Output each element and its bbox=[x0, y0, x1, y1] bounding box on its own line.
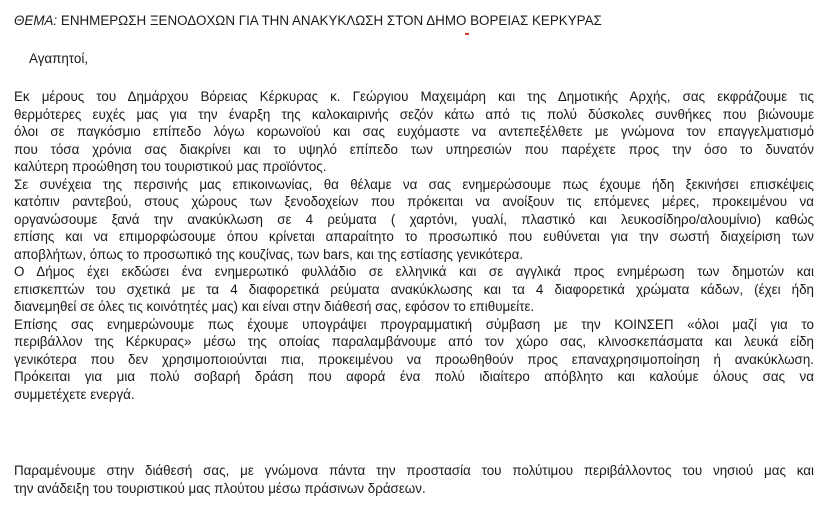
body-line: Επίσης σας ενημερώνουμε πως έχουμε υπογράψει προγραμματική σύμβαση με την ΚΟΙΝΣΕΠ «όλοι μαζί για το bbox=[14, 316, 814, 332]
body-line: επισκεπτών του σχετικά με τα 4 διαφορετικά ρεύματα ανακύκλωσης και τα 4 διαφορετικά χρώματα κάδων, (έχει ήδη bbox=[14, 281, 814, 297]
body-line: Παραμένουμε στην διάθεσή σας, με γνώμονα πάντα την προστασία του πολύτιμου περιβάλλοντος του νησιού μας και bbox=[14, 463, 814, 478]
body-line: Ο Δήμος έχει εκδώσει ένα ενημερωτικό φυλλάδιο σε ελληνικά και σε αγγλικά προς ενημέρωση των δημοτών και bbox=[14, 264, 814, 279]
paragraph-2 bbox=[14, 176, 814, 264]
red-pen-mark bbox=[465, 33, 469, 35]
closing-paragraph bbox=[14, 462, 814, 497]
body-line: επίσης και να επιμορφώσουμε όπου κρίνεται απαραίτητο το προσωπικό που ευθύνεται για την σωστή διαχείριση των bbox=[14, 229, 814, 244]
body-line: διανεμηθεί σε όλες τις κοινότητές μας) και είναι στην διάθεσή σας, εφόσον το επιθυμείτε. bbox=[14, 299, 535, 314]
paragraph-1 bbox=[14, 88, 814, 176]
letter-body bbox=[14, 88, 814, 403]
body-line: οργανώσουμε ξανά την ανακύκλωση σε 4 ρεύματα ( χαρτόνι, γυαλί, πλαστικό και λευκοσίδηρο/αλουμίνιο) καθώς bbox=[14, 211, 814, 227]
body-line: περιβάλλον της Κέρκυρας» μέσω της οποίας παραλαμβάνουμε από τον χώρο σας, κλινοσκεπάσματα και λευκά είδη bbox=[14, 334, 814, 349]
body-line: αποβλήτων, όπως το προσωπικό της κουζίνας, των bars, και της εστίασης γενικότερα. bbox=[14, 246, 524, 262]
body-line: Πρόκειται για μια πολύ σοβαρή δράση που αφορά ένα πολύ ιδιαίτερο απόβλητο και καλούμε όλους σας να bbox=[14, 369, 814, 384]
body-line: που τόσα χρόνια σας διακρίνει και το υψηλό επίπεδο των υπηρεσιών που παρέχετε προς την όσο το δυνατόν bbox=[14, 141, 814, 157]
body-line: κατόπιν ραντεβού, στους χώρους των ξενοδοχείων που πρόκειται να ανοίξουν τις επόμενες μέρες, προκειμένου να bbox=[14, 194, 814, 209]
subject-line bbox=[14, 12, 814, 30]
body-line: συμμετέχετε ενεργά. bbox=[14, 386, 135, 402]
body-line: θερμότερες ευχές μας για την έναρξη της καλοκαιρινής σεζόν κάτω από τις πολύ δύσκολες συνθήκες που βιώνουμε bbox=[14, 106, 814, 122]
paragraph-3 bbox=[14, 263, 814, 316]
body-line: την ανάδειξη του τουριστικού μας πλούτου μέσω πράσινων δράσεων. bbox=[14, 480, 426, 496]
paragraph-4 bbox=[14, 316, 814, 404]
body-line: Εκ μέρους του Δημάρχου Βόρειας Κέρκυρας κ. Γεώργιου Μαχειμάρη και της Δημοτικής Αρχής, σας εκφράζουμε τις bbox=[14, 89, 814, 104]
body-line: Σε συνέχεια της περσινής μας επικοινωνίας, θα θέλαμε να σας ενημερώσουμε πως έχουμε ήδη ξεκινήσει επισκέψεις bbox=[14, 176, 814, 192]
greeting: Αγαπητοί, bbox=[29, 51, 89, 66]
subject-label: ΘΕΜΑ: bbox=[14, 13, 58, 28]
body-line: όλοι σε παγκόσμιο επίπεδο λόγω κορωνοϊού και σας ευχόμαστε να αντεπεξέλθετε με γνώμονα τον επαγγελματισμό bbox=[14, 124, 814, 139]
body-line: γενικότερα που δεν χρησιμοποιούνται πια, προκειμένου να προωθηθούν προς επαναχρησιμοποίηση ή ανακύκλωση. bbox=[14, 351, 814, 367]
body-line: καλύτερη προώθηση του τουριστικού μας προϊόντος. bbox=[14, 159, 327, 174]
subject-text: ΕΝΗΜΕΡΩΣΗ ΞΕΝΟΔΟΧΩΝ ΓΙΑ ΤΗΝ ΑΝΑΚΥΚΛΩΣΗ ΣΤΟΝ ΔΗΜΟ ΒΟΡΕΙΑΣ ΚΕΡΚΥΡΑΣ bbox=[60, 13, 602, 28]
